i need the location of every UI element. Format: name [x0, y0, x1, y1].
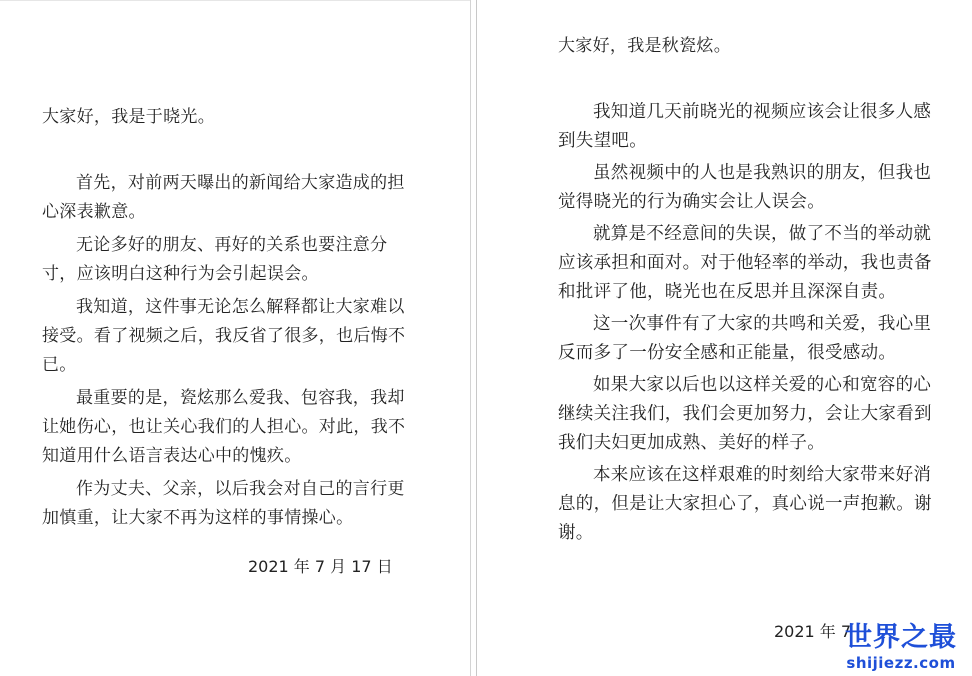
left-paragraph: 首先，对前两天曝出的新闻给大家造成的担心深表歉意。 [42, 173, 405, 222]
watermark-url: shijiezz.com [846, 654, 956, 672]
right-greeting: 大家好，我是秋瓷炫。 [558, 36, 731, 56]
left-paragraph: 无论多好的朋友、再好的关系也要注意分寸，应该明白这种行为会引起误会。 [42, 235, 388, 284]
right-paragraph: 如果大家以后也以这样关爱的心和宽容的心继续关注我们，我们会更加努力，会让大家看到我们夫妇更加成熟、美好的样子。 [558, 375, 932, 453]
site-watermark [840, 622, 962, 672]
left-page [0, 0, 470, 676]
right-paragraph: 本来应该在这样艰难的时刻给大家带来好消息的，但是让大家担心了，真心说一声抱歉。谢谢。 [558, 465, 932, 543]
left-paragraph: 我知道，这件事无论怎么解释都让大家难以接受。看了视频之后，我反省了很多，也后悔不已。 [42, 297, 406, 375]
watermark-title: 世界之最 [845, 622, 957, 653]
left-page-body [42, 169, 414, 537]
right-paragraph: 虽然视频中的人也是我熟识的朋友，但我也觉得晓光的行为确实会让人误会。 [558, 163, 932, 212]
right-paragraph: 这一次事件有了大家的共鸣和关爱，我心里反而多了一份安全感和正能量，很受感动。 [558, 314, 932, 363]
left-date: 2021 年 7 月 17 日 [248, 557, 393, 576]
left-greeting: 大家好，我是于晓光。 [42, 107, 215, 127]
page-divider [470, 0, 471, 676]
right-paragraph: 我知道几天前晓光的视频应该会让很多人感到失望吧。 [558, 102, 932, 151]
left-paragraph: 最重要的是，瓷炫那么爱我、包容我，我却让她伤心，也让关心我们的人担心。对此，我不知道用什么语言表达心中的愧疚。 [42, 388, 406, 466]
right-page [478, 0, 972, 676]
right-page-body [558, 98, 940, 551]
right-paragraph: 就算是不经意间的失误，做了不当的举动就应该承担和面对。对于他轻率的举动，我也责备和批评了他，晓光也在反思并且深深自责。 [558, 224, 932, 302]
page-divider [476, 0, 477, 676]
right-date: 2021 年 7 [774, 622, 852, 641]
left-paragraph: 作为丈夫、父亲，以后我会对自己的言行更加慎重，让大家不再为这样的事情操心。 [42, 479, 405, 528]
